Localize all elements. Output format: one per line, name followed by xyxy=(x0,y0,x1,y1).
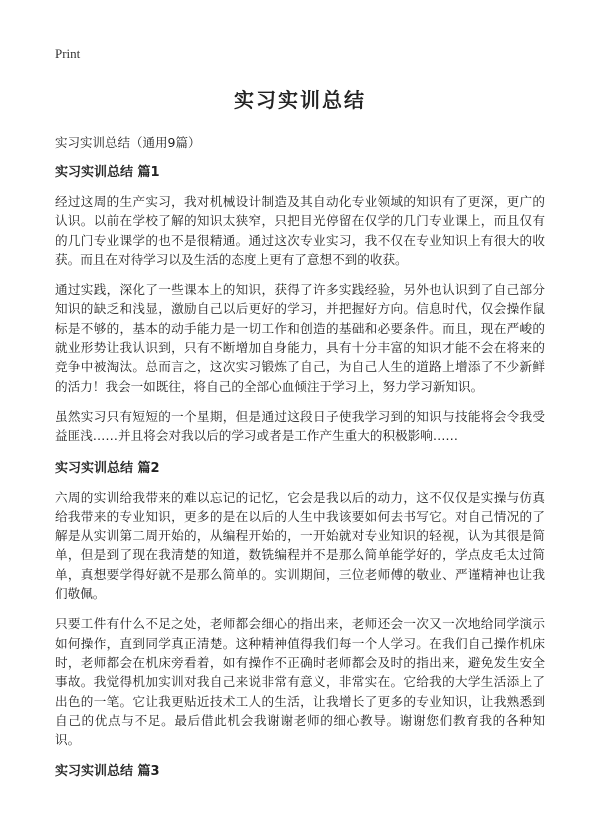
section-heading: 实习实训总结 篇3 xyxy=(55,764,160,780)
section-3 xyxy=(55,760,545,779)
section-1 xyxy=(55,161,545,446)
document-subtitle: 实习实训总结（通用9篇） xyxy=(55,135,201,150)
document-title: 实习实训总结 xyxy=(234,88,366,112)
print-label[interactable]: Print xyxy=(55,46,81,61)
paragraph: 通过实践，深化了一些课本上的知识，获得了许多实践经验，另外也认识到了自己部分知识的缺乏和浅显，激励自己以后更好的学习，并把握好方向。信息时代，仅会操作鼠标是不够的，基本的动手能力是一切工作和创造的基础和必要条件。而且，现在严峻的就业形势让我认识到，只有不断增加自身能力，具有十分丰富的知识才能不会在将来的竞争中被淘汰。总而言之，这次实习锻炼了自己，为自己人生的道路上增添了不少新鲜的活力！我会一如既往，将自己的全部心血倾注于学习上，努力学习新知识。 xyxy=(55,282,545,394)
section-heading: 实习实训总结 篇2 xyxy=(55,460,160,476)
paragraph: 只要工件有什么不足之处，老师都会细心的指出来，老师还会一次又一次地给同学演示如何操作，直到同学真正清楚。这种精神值得我们每一个人学习。在我们自己操作机床时，老师都会在机床旁看着，如有操作不正确时老师都会及时的指出来，避免发生安全事故。我觉得机加实训对我自己来说非常有意义，非常实在。它给我的大学生活添上了出色的一笔。它让我更贴近技术工人的生活，让我增长了更多的专业知识，让我熟悉到自己的优点与不足。最后借此机会我谢谢老师的细心教导。谢谢您们教育我的各种知识。 xyxy=(55,616,545,748)
paragraph: 六周的实训给我带来的难以忘记的记忆，它会是我以后的动力，这不仅仅是实操与仿真给我带来的专业知识，更多的是在以后的人生中我该要如何去书写它。对自己情况的了解是从实训第二周开始的，从编程开始的，一开始就对专业知识的轻视，认为其很是简单，但是到了现在我清楚的知道，数铣编程并不是那么简单能学好的，学点皮毛太过简单，真想要学得好就不是那么简单的。实训期间，三位老师傅的敬业、严谨精神也让我们敬佩。 xyxy=(55,489,545,602)
section-2 xyxy=(55,457,545,750)
paragraph: 虽然实习只有短短的一个星期，但是通过这段日子使我学习到的知识与技能将会令我受益匪浅……并且将会对我以后的学习或者是工作产生重大的积极影响…… xyxy=(55,408,545,444)
section-heading: 实习实训总结 篇1 xyxy=(55,165,160,180)
paragraph: 经过这周的生产实习，我对机械设计制造及其自动化专业领域的知识有了更深，更广的认识。以前在学校了解的知识太狭窄，只把目光停留在仅学的几门专业课上，而且仅有的几门专业课学的也不是很精通。通过这次专业实习，我不仅在专业知识上有很大的收获。而且在对待学习以及生活的态度上更有了意想不到的收获。 xyxy=(55,194,545,267)
